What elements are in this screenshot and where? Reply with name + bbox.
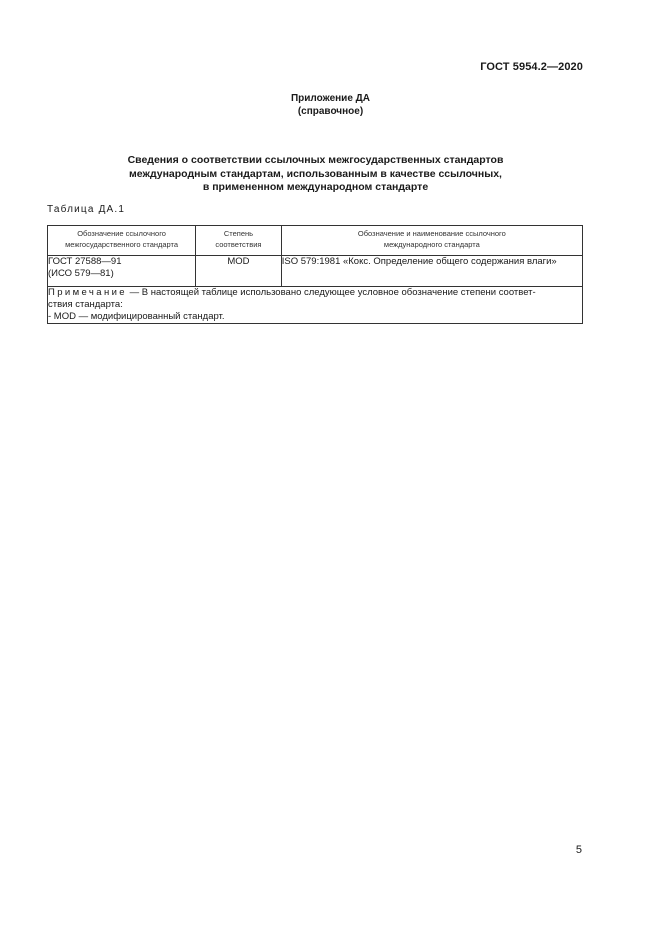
table-note [48, 287, 583, 324]
table-caption: Таблица ДА.1 [47, 204, 126, 215]
section-heading-line: международным стандартам, использованным в качестве ссылочных, [129, 167, 502, 180]
header-line: соответствия [215, 240, 262, 249]
section-heading-line: Сведения о соответствии ссылочных межгосударственных стандартов [127, 154, 504, 166]
annex-subtitle: (справочное) [297, 106, 364, 117]
header-degree [196, 226, 282, 256]
cell-designation [48, 256, 196, 287]
designation-line: (ИСО 579—81) [48, 268, 114, 279]
table-row [48, 256, 583, 287]
annex-title: Приложение ДА [290, 93, 371, 104]
section-heading-line: в примененном международном стандарте [202, 181, 429, 193]
cell-degree: MOD [196, 256, 282, 287]
header-line: Степень [223, 229, 254, 238]
standard-code: ГОСТ 5954.2—2020 [480, 61, 583, 73]
note-line [48, 287, 582, 299]
note-line: - MOD — модифицированный стандарт. [48, 311, 225, 322]
table-note-row [48, 287, 583, 324]
header-interstate-standard [48, 226, 196, 256]
header-line: Обозначение ссылочного [77, 229, 166, 238]
header-line: международного стандарта [383, 240, 480, 249]
cell-international: ISO 579:1981 «Кокс. Определение общего содержания влаги» [281, 256, 582, 287]
section-heading [0, 154, 631, 195]
designation-line: ГОСТ 27588—91 [48, 256, 122, 267]
table-header-row [48, 226, 583, 256]
page-number: 5 [575, 844, 582, 856]
correspondence-table [47, 225, 583, 324]
note-text: — В настоящей таблице использовано следующее условное обозначение степени соответ- [127, 287, 536, 298]
note-line: ствия стандарта: [48, 299, 123, 310]
header-international-standard [281, 226, 582, 256]
note-label: Примечание [48, 287, 127, 298]
header-line: межгосударственного стандарта [65, 240, 179, 249]
header-line: Обозначение и наименование ссылочного [357, 229, 506, 238]
